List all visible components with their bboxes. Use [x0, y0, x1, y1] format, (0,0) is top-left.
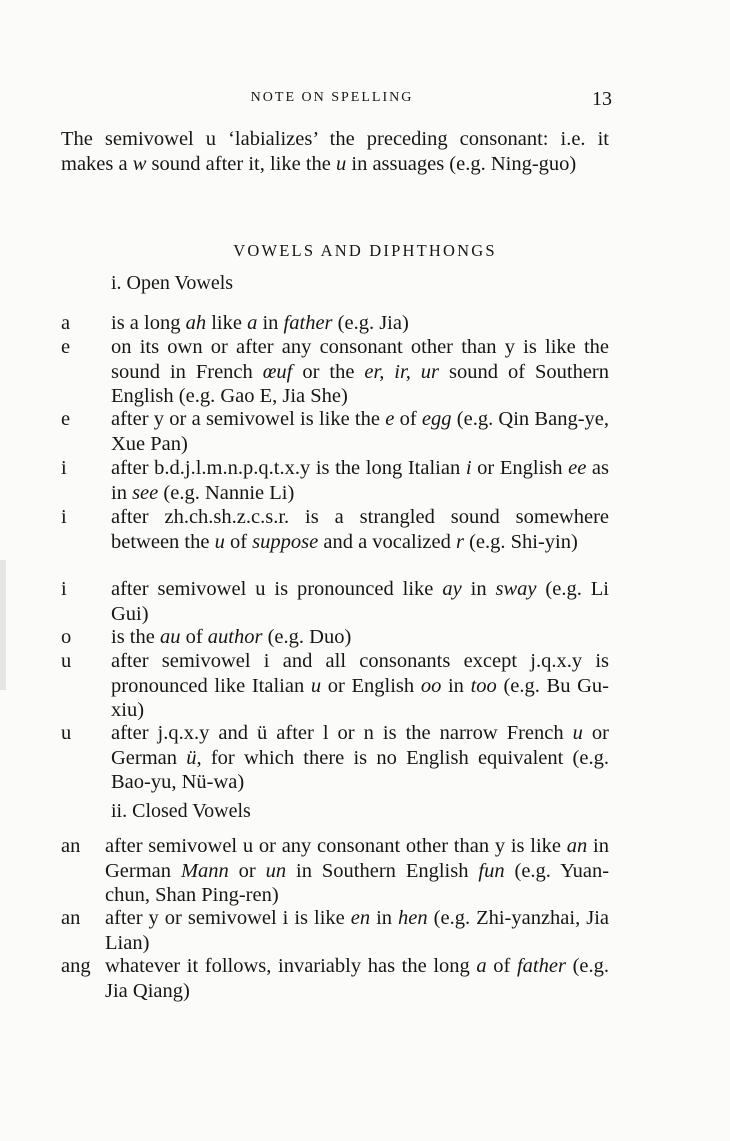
open-vowels-heading: i. Open Vowels [111, 272, 234, 294]
def-italic: ee [568, 457, 587, 479]
def-text: (e.g. Yuan-chun, Shan Ping-ren) [105, 859, 610, 906]
vowel-entry [61, 625, 609, 649]
def-italic: u [310, 674, 322, 697]
def-italic: un [265, 859, 287, 882]
section-heading: VOWELS AND DIPHTHONGS [233, 241, 497, 260]
def-text: like [206, 312, 248, 334]
vowel-definition [111, 577, 609, 626]
def-text: in [257, 312, 284, 334]
def-text: after zh.ch.sh.z.c.s.r. is a strangled sound somewhere between the [111, 506, 609, 553]
def-text: (e.g. Li Gui) [111, 578, 609, 625]
def-italic: an [566, 835, 588, 857]
def-italic: er, ir, ur [364, 360, 440, 383]
def-text: after semivowel i and all consonants except j.q.x.y is pronounced like Italian [111, 650, 609, 697]
page-edge-shadow [0, 560, 6, 690]
def-text: is the [111, 626, 160, 648]
def-text: (e.g. Nannie Li) [158, 481, 295, 504]
vowel-key: i [61, 578, 67, 600]
def-italic: œuf [262, 360, 293, 383]
def-text: sound of Southern English (e.g. Gao E, Jia She) [111, 360, 610, 407]
def-text: in Southern English [286, 859, 479, 882]
vowel-key: i [61, 506, 67, 528]
vowel-definition [105, 906, 609, 955]
def-text: whatever it follows, invariably has the long [105, 955, 477, 977]
def-italic: author [207, 626, 263, 648]
def-text: on its own or after any consonant other than y is like the sound in French [111, 336, 609, 383]
def-text: after j.q.x.y and ü after l or n is the narrow French [111, 722, 573, 744]
vowel-entry [61, 721, 609, 793]
def-text: (e.g. Jia) [332, 312, 409, 334]
vowel-definition [111, 335, 609, 409]
open-vowels-list [61, 311, 609, 793]
def-text: or English [471, 457, 569, 479]
vowel-entry [61, 456, 609, 505]
vowel-definition [105, 834, 609, 908]
vowel-entry [61, 954, 609, 1002]
vowel-entry [61, 649, 609, 721]
def-italic: sway [495, 578, 537, 600]
intro-text: The semivowel u ‘labializes’ the preceding consonant: i.e. it makes a [61, 128, 609, 175]
def-text: (e.g. Shi-yin) [463, 530, 578, 553]
vowel-definition [111, 721, 609, 795]
def-italic: r [455, 530, 464, 553]
vowel-definition [111, 505, 609, 554]
def-text: (e.g. Bu Gu-xiu) [111, 674, 609, 721]
def-text: after y or semivowel i is like [105, 907, 351, 929]
intro-italic-w: w [132, 153, 147, 175]
vowel-entry [61, 577, 609, 625]
def-text: after semivowel u or any consonant other than y is like [105, 835, 567, 857]
vowel-definition [111, 311, 609, 336]
vowel-key: u [61, 650, 72, 672]
def-text: (e.g. Qin Bang-ye, Xue Pan) [111, 408, 610, 455]
def-italic: too [470, 674, 497, 697]
def-text: or English [321, 674, 421, 697]
def-text: of [180, 626, 208, 648]
def-italic: egg [421, 408, 452, 430]
def-italic: hen [398, 907, 428, 929]
vowel-entry [61, 834, 609, 906]
def-italic: father [516, 955, 566, 977]
def-text: in [441, 674, 471, 697]
def-italic: a [247, 312, 258, 334]
vowel-key: i [61, 457, 67, 479]
def-text: or German [111, 722, 609, 769]
vowel-definition [111, 456, 609, 505]
def-italic: fun [478, 859, 505, 882]
vowel-key: ang [61, 955, 91, 977]
vowel-entry [61, 407, 609, 456]
def-italic: u [214, 530, 225, 553]
intro-italic-u: u [336, 153, 347, 175]
intro-paragraph [61, 127, 609, 177]
def-text: after semivowel u is pronounced like [111, 578, 443, 600]
def-italic: father [283, 312, 333, 334]
def-text: after b.d.j.l.m.n.p.q.t.x.y is the long Italian [111, 457, 466, 479]
def-italic: ü [186, 746, 197, 769]
vowel-entry [61, 906, 609, 954]
def-italic: Mann [180, 859, 229, 882]
closed-vowels-list [61, 834, 609, 1002]
vowel-entry [61, 311, 609, 335]
def-text: of [486, 955, 517, 977]
def-italic: u [572, 722, 583, 744]
def-italic: au [159, 626, 181, 648]
def-italic: ah [185, 312, 207, 334]
def-italic: i [465, 457, 472, 479]
vowel-key: u [61, 722, 72, 744]
def-italic: suppose [252, 530, 319, 553]
vowel-key: o [61, 626, 72, 648]
def-italic: oo [420, 674, 442, 697]
closed-vowels-heading: ii. Closed Vowels [111, 800, 251, 822]
def-italic: see [132, 481, 159, 504]
vowel-definition [111, 649, 609, 723]
intro-text: sound after it, like the [146, 153, 336, 175]
def-italic: e [385, 408, 395, 430]
vowel-key: e [61, 408, 71, 430]
def-text: or [228, 859, 266, 882]
vowel-key: an [61, 835, 81, 857]
vowel-key: e [61, 336, 71, 358]
def-text: in [370, 907, 399, 929]
def-text: of [394, 408, 422, 430]
running-head [0, 90, 730, 114]
def-text: (e.g. Duo) [262, 626, 352, 648]
def-text: in German [105, 835, 609, 882]
vowel-entry [61, 505, 609, 577]
def-italic: en [350, 907, 371, 929]
def-italic: a [476, 955, 487, 977]
vowel-definition [111, 407, 609, 456]
intro-text: in assuages (e.g. Ning-guo) [346, 153, 577, 175]
def-text: (e.g. Zhi-yanzhai, Jia Lian) [105, 907, 609, 954]
vowel-key: an [61, 907, 81, 929]
def-text: and a vocalized [318, 530, 456, 553]
def-text: after y or a semivowel is like the [111, 408, 386, 430]
vowel-definition [105, 954, 609, 1003]
def-text: is a long [111, 312, 186, 334]
vowel-key: a [61, 312, 71, 334]
def-text: or the [292, 360, 365, 383]
def-text: of [224, 530, 253, 553]
running-title: NOTE ON SPELLING [250, 90, 414, 105]
def-text: in [461, 578, 496, 600]
def-text: as in [111, 457, 610, 504]
vowel-definition [111, 625, 609, 650]
def-text: (e.g. Jia Qiang) [105, 955, 609, 1002]
vowel-entry [61, 335, 609, 407]
def-italic: ay [442, 578, 462, 600]
page-number: 13 [592, 88, 612, 110]
def-text: , for which there is no English equivalent (e.g. Bao-yu, Nü-wa) [111, 746, 609, 793]
